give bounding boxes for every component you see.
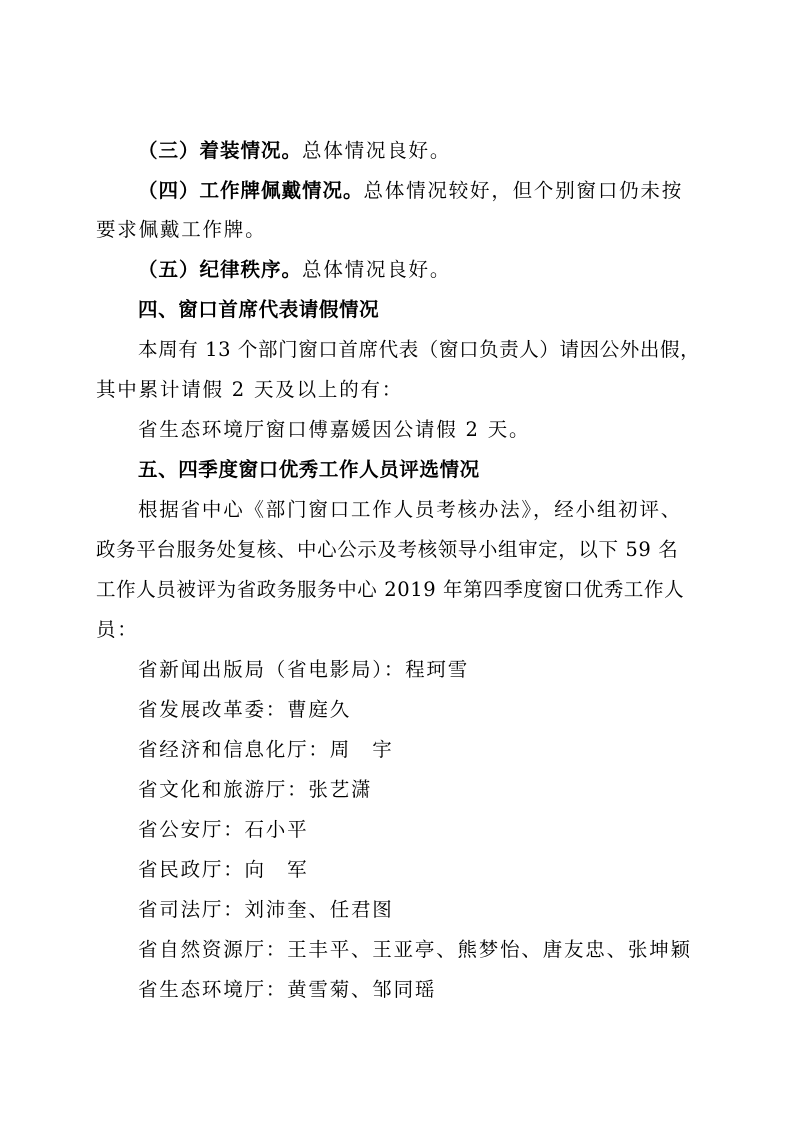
- staff-item: 省经济和信息化厅：周 宇: [138, 738, 394, 761]
- heading-evaluation: 五、四季度窗口优秀工作人员评选情况: [138, 458, 480, 481]
- leave-paragraph-line-1: 本周有 13 个部门窗口首席代表（窗口负责人）请因公外出假，: [138, 338, 701, 361]
- evaluation-line-4: 员：: [96, 618, 139, 641]
- staff-item: 省自然资源厅：王丰平、王亚亭、熊梦怡、唐友忠、张坤颖: [138, 938, 692, 961]
- leave-paragraph-line-3: 省生态环境厅窗口傅嘉媛因公请假 2 天。: [138, 418, 531, 441]
- section-3-paragraph: [138, 138, 706, 164]
- section-5-label: （五）: [138, 258, 200, 281]
- staff-item: 省生态环境厅：黄雪菊、邹同瑶: [138, 978, 437, 1001]
- section-4-paragraph: [138, 178, 706, 204]
- section-4-label: （四）: [138, 179, 200, 202]
- staff-item: 省新闻出版局（省电影局）：程珂雪: [138, 658, 470, 681]
- evaluation-line-3: 工作人员被评为省政务服务中心 2019 年第四季度窗口优秀工作人: [96, 578, 685, 601]
- section-4-body-line-1: 总体情况较好，但个别窗口仍未按: [363, 179, 684, 202]
- section-5-paragraph: [138, 257, 706, 283]
- section-3-body: 总体情况良好。: [302, 139, 452, 162]
- section-3-title: 着装情况。: [199, 139, 303, 162]
- section-3-label: （三）: [138, 139, 200, 162]
- staff-item: 省文化和旅游厅：张艺潇: [138, 778, 373, 801]
- section-5-title: 纪律秩序。: [199, 258, 303, 281]
- heading-leave-situation: 四、窗口首席代表请假情况: [138, 298, 380, 321]
- section-4-title: 工作牌佩戴情况。: [199, 179, 364, 202]
- evaluation-line-1: 根据省中心《部门窗口工作人员考核办法》，经小组初评、: [138, 498, 683, 521]
- section-4-body-line-2: 要求佩戴工作牌。: [96, 218, 267, 241]
- section-5-body: 总体情况良好。: [302, 258, 452, 281]
- leave-paragraph-line-2: 其中累计请假 2 天及以上的有：: [96, 378, 404, 401]
- staff-item: 省发展改革委：曹庭久: [138, 698, 352, 721]
- staff-item: 省司法厅：刘沛奎、任君图: [138, 898, 394, 921]
- evaluation-line-2: 政务平台服务处复核、中心公示及考核领导小组审定，以下 59 名: [96, 538, 679, 561]
- staff-item: 省民政厅：向 军: [138, 858, 309, 881]
- staff-item: 省公安厅：石小平: [138, 818, 309, 841]
